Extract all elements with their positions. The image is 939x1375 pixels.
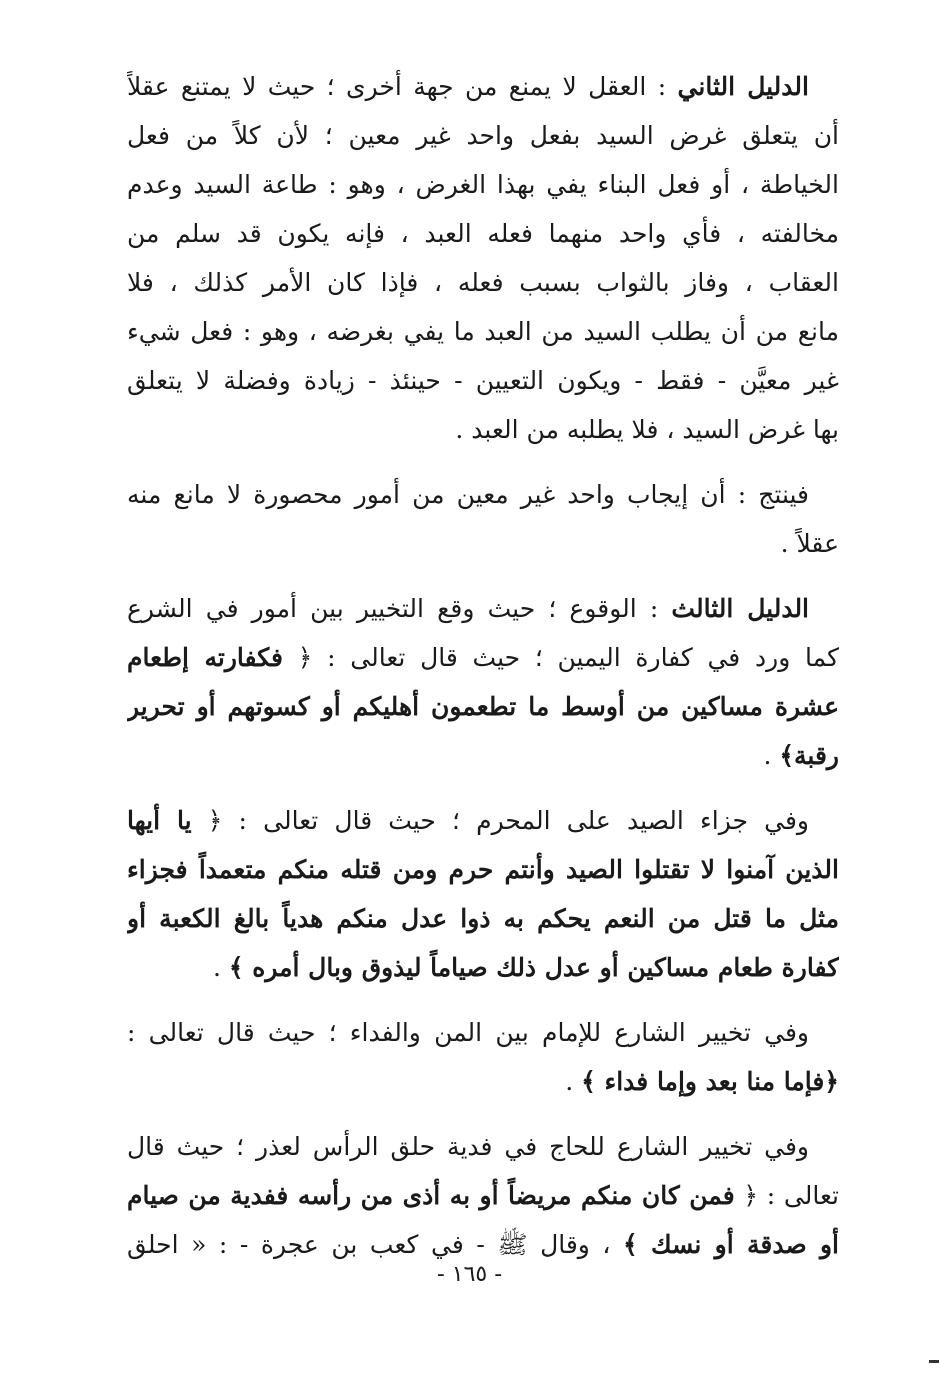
text-line: الخياطة ، أو فعل البناء يفي بهذا الغرض ، وهو : طاعة السيد وعدم (127, 170, 839, 199)
text-line: بها غرض السيد ، فلا يطلبه من العبد . (455, 415, 839, 444)
text-span: تعالى : ﴿ (734, 1181, 839, 1210)
section-heading: الدليل الثالث (671, 594, 810, 623)
text-line (127, 1171, 839, 1220)
text-span: : الوقوع ؛ حيث وقع التخيير بين أمور في الشرع (127, 594, 672, 623)
text-span: . (565, 1067, 582, 1096)
scan-edge-mark (929, 1360, 939, 1363)
paragraph-hunting-penalty (127, 796, 839, 992)
text-line (127, 1057, 839, 1106)
quran-verse: رقبة﴾ (779, 741, 839, 770)
section-heading: الدليل الثاني (677, 72, 809, 101)
quran-verse: كفارة طعام مساكين أو عدل ذلك صياماً ليذوق وبال أمره ﴾ (228, 953, 839, 982)
paragraph-third-evidence (127, 584, 839, 780)
page-number: - ١٦٥ - (436, 1262, 503, 1287)
paragraph-imam-choice (127, 1008, 839, 1106)
text-line: أن يتعلق غرض السيد بفعل واحد غير معين ؛ لأن كلاً من فعل (127, 121, 839, 150)
quran-verse: فكفارته إطعام (127, 643, 283, 672)
quran-verse-line: مثل ما قتل من النعم يحكم به ذوا عدل منكم هدياً بالغ الكعبة أو (127, 904, 839, 933)
text-line: غير معيَّن - فقط - ويكون التعيين - حينئذ - زيادة وفضلة لا يتعلق (127, 366, 839, 395)
text-span: كما ورد في كفارة اليمين ؛ حيث قال تعالى : ﴿ (282, 643, 839, 672)
text-line: وفي تخيير الشارع للإمام بين المن والفداء ؛ حيث قال تعالى : (127, 1018, 809, 1047)
paragraph-second-evidence (127, 62, 839, 454)
text-line: العقاب ، وفاز بالثواب بسبب فعله ، فإذا كان الأمر كذلك ، فلا (127, 268, 839, 297)
quran-verse: فمن كان منكم مريضاً أو به أذى من رأسه ففدية من صيام (127, 1181, 735, 1210)
text-line (127, 731, 839, 780)
text-line (127, 633, 839, 682)
text-line: مانع من أن يطلب السيد من العبد ما يفي بغرضه ، وهو : فعل شيء (127, 317, 839, 346)
text-line: وفي تخيير الشارع للحاج في فدية حلق الرأس لعذر ؛ حيث قال (127, 1132, 809, 1161)
text-span: . (763, 741, 780, 770)
text-span: . (212, 953, 229, 982)
text-line: فينتج : أن إيجاب واحد غير معين من أمور محصورة لا مانع منه (127, 480, 809, 509)
text-line (127, 943, 839, 992)
text-span: : العقل لا يمنع من جهة أخرى ؛ حيث لا يمتنع عقلاً (127, 72, 678, 101)
text-span: وفي جزاء الصيد على المحرم ؛ حيث قال تعالى : ﴿ (191, 806, 810, 835)
paragraph-pilgrim-ransom (127, 1122, 839, 1269)
quran-verse: أو صدقة أو نسك ﴾ (623, 1230, 839, 1259)
quran-verse: يا أيها (127, 806, 192, 835)
paragraph-conclusion (127, 470, 839, 568)
text-line (127, 796, 839, 845)
text-line (127, 62, 839, 111)
quran-verse: ﴿فإما منا بعد وإما فداء ﴾ (581, 1067, 839, 1096)
quran-verse-line: الذين آمنوا لا تقتلوا الصيد وأنتم حرم ومن قتله منكم متعمداً فجزاء (127, 855, 839, 884)
text-line (127, 584, 839, 633)
quran-verse-line: عشرة مساكين من أوسط ما تطعمون أهليكم أو كسوتهم أو تحرير (127, 692, 839, 721)
page-body (127, 62, 839, 1285)
text-line: مخالفته ، فأي واحد منهما فعله العبد ، فإنه يكون قد سلم من (127, 219, 839, 248)
text-line: عقلاً . (780, 529, 839, 558)
text-span: ، وقال ﷺ - في كعب بن عجرة - : « احلق (127, 1230, 624, 1259)
